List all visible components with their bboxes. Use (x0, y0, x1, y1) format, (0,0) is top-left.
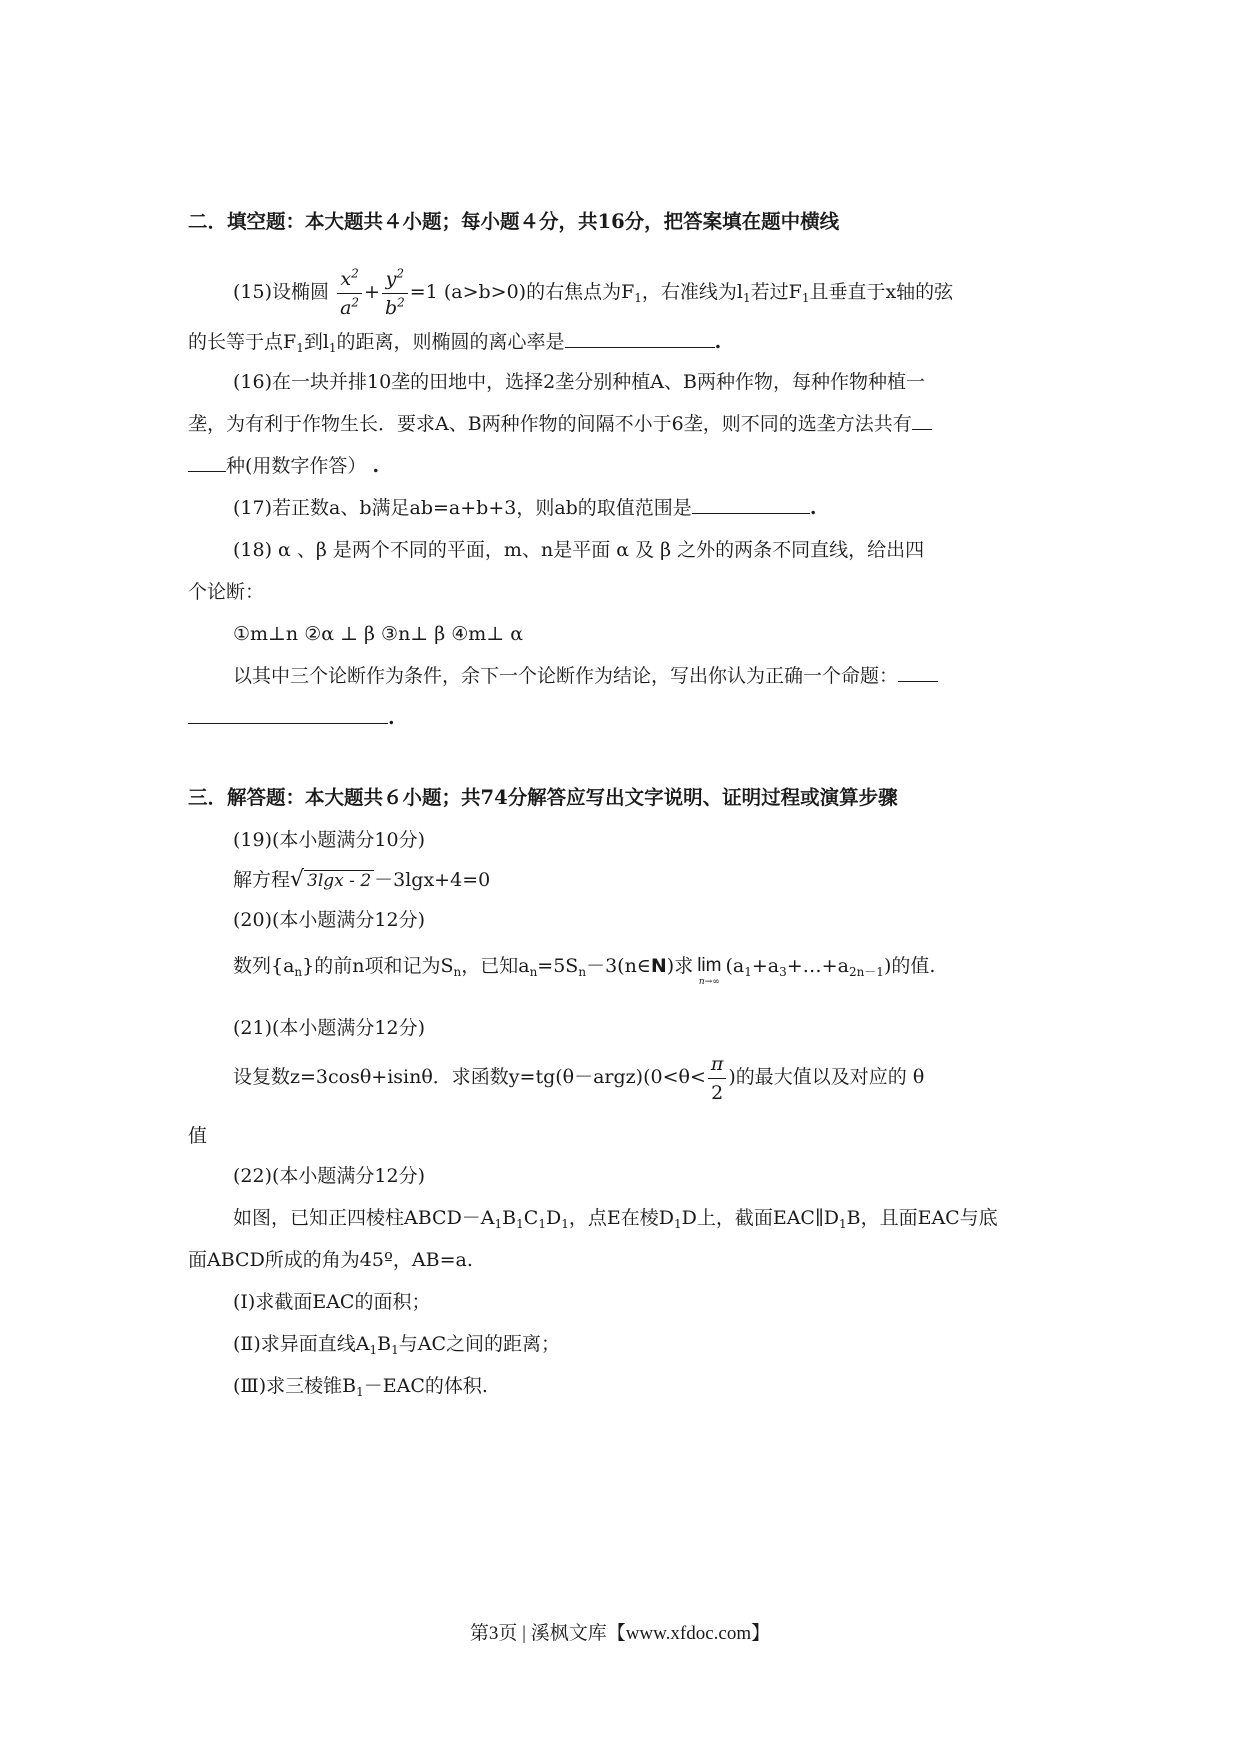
q21-line-2: 值 (188, 1125, 208, 1147)
q16-line-3: 种(用数字作答） . (188, 452, 1058, 480)
q15-condition: (a>b>0)的右焦点为F (443, 281, 635, 303)
section-2-heading: 二．填空题：本大题共４小题；每小题４分，共16分，把答案填在题中横线 (188, 210, 840, 233)
q18-line-4: 以其中三个论断作为条件，余下一个论断作为结论，写出你认为正确一个命题： (233, 662, 1103, 690)
q16-line-1: (16)在一块并排10垄的田地中，选择2垄分别种植A、B两种作物，每种作物种植一 (233, 371, 925, 393)
q17-line: (17)若正数a、b满足ab=a+b+3，则ab的取值范围是 . (233, 497, 817, 519)
q22-title: (22)(本小题满分12分) (233, 1165, 426, 1187)
q21-statement: 设复数z=3cosθ+isinθ．求函数y=tg(θ－argz)(0<θ< $\frac{\pi}{2}$ )的最大值以及对应的 θ (233, 1052, 925, 1104)
q18-line-1: (18) α 、β 是两个不同的平面，m、n是平面 α 及 β 之外的两条不同直线，给出四 (233, 539, 925, 561)
answer-blank-17[interactable] (692, 495, 810, 514)
q15-directrix: ，右准线为l (641, 281, 743, 303)
q20-statement: 数列$\{a_n\}$的前n项和记为$S_n$，已知$a_n=5S_n-3(n\in N)$求 lim n→∞ $(a_1+a_3+\dots+a_{2n-1})$的值. (233, 952, 1103, 992)
limit-notation: lim n→∞ (697, 955, 722, 987)
section-3-heading: 三．解答题：本大题共６小题；共74分解答应写出文字说明、证明过程或演算步骤 (188, 786, 898, 809)
equals-one: =1 (409, 281, 438, 303)
answer-blank-16a[interactable] (912, 411, 932, 430)
answer-blank-16b[interactable] (188, 453, 226, 472)
q16-line-2: 垄，为有利于作物生长．要求A、B两种作物的间隔不小于6垄，则不同的选垄方法共有 (188, 410, 1058, 438)
fraction-x2-a2: $\frac{x^2}{a^2}$ (337, 267, 362, 320)
q18-line-2: 个论断： (188, 581, 265, 603)
q20-title: (20)(本小题满分12分) (233, 909, 426, 931)
q22-line-2: 面ABCD所成的角为45º，AB=a. (188, 1249, 473, 1271)
q22-part-2: (Ⅱ)求异面直线$A_1B_1$与AC之间的距离； (233, 1333, 560, 1357)
page-footer: 第3页 | 溪枫文库【www.xfdoc.com】 (469, 1623, 771, 1644)
sqrt-expression: √ 3lgx - 2 (290, 866, 374, 895)
fraction-y2-b2: $\frac{y^2}{b^2}$ (382, 267, 408, 320)
answer-blank-18b[interactable] (188, 705, 388, 724)
fraction-pi-over-2: $\frac{\pi}{2}$ (708, 1052, 727, 1105)
q15-chord: 且垂直于x轴的弦 (809, 281, 954, 303)
q15-lead: (15)设椭圆 (233, 281, 330, 303)
q19-equation: 解方程√ 3lgx - 2 －3lgx+4=0 (233, 866, 1103, 895)
q15-line-1: (15)设椭圆 $\frac{x^2}{a^2}$ + $\frac{y^2}{b^2}$ =1 (a>b>0)的右焦点为$F_1$，右准线为$l_1$若过$F_1$且垂直于x轴的弦 (233, 266, 954, 319)
q15-through: 若过F (750, 281, 802, 303)
q22-line-1: 如图，已知正四棱柱$ABCD-A_1B_1C_1D_1$，点E在棱$D_1D$上，截面$EAC\parallel D_1B$，且面EAC与底 (233, 1207, 998, 1231)
q15-line-2: 的长等于点$F_1$到$l_1$的距离，则椭圆的离心率是 . (188, 331, 722, 355)
q22-part-1: (Ⅰ)求截面EAC的面积； (233, 1291, 431, 1313)
plus-sign: + (364, 281, 380, 303)
q22-part-3: (Ⅲ)求三棱锥$B_1-EAC$的体积. (233, 1375, 488, 1399)
q21-title: (21)(本小题满分12分) (233, 1017, 426, 1039)
q18-line-5: . (188, 704, 1058, 732)
answer-blank-15[interactable] (565, 329, 715, 348)
q19-title: (19)(本小题满分10分) (233, 829, 426, 851)
q18-claims: ①m⊥n ②α ⊥ β ③n⊥ β ④m⊥ α (233, 623, 524, 645)
answer-blank-18a[interactable] (898, 663, 938, 682)
